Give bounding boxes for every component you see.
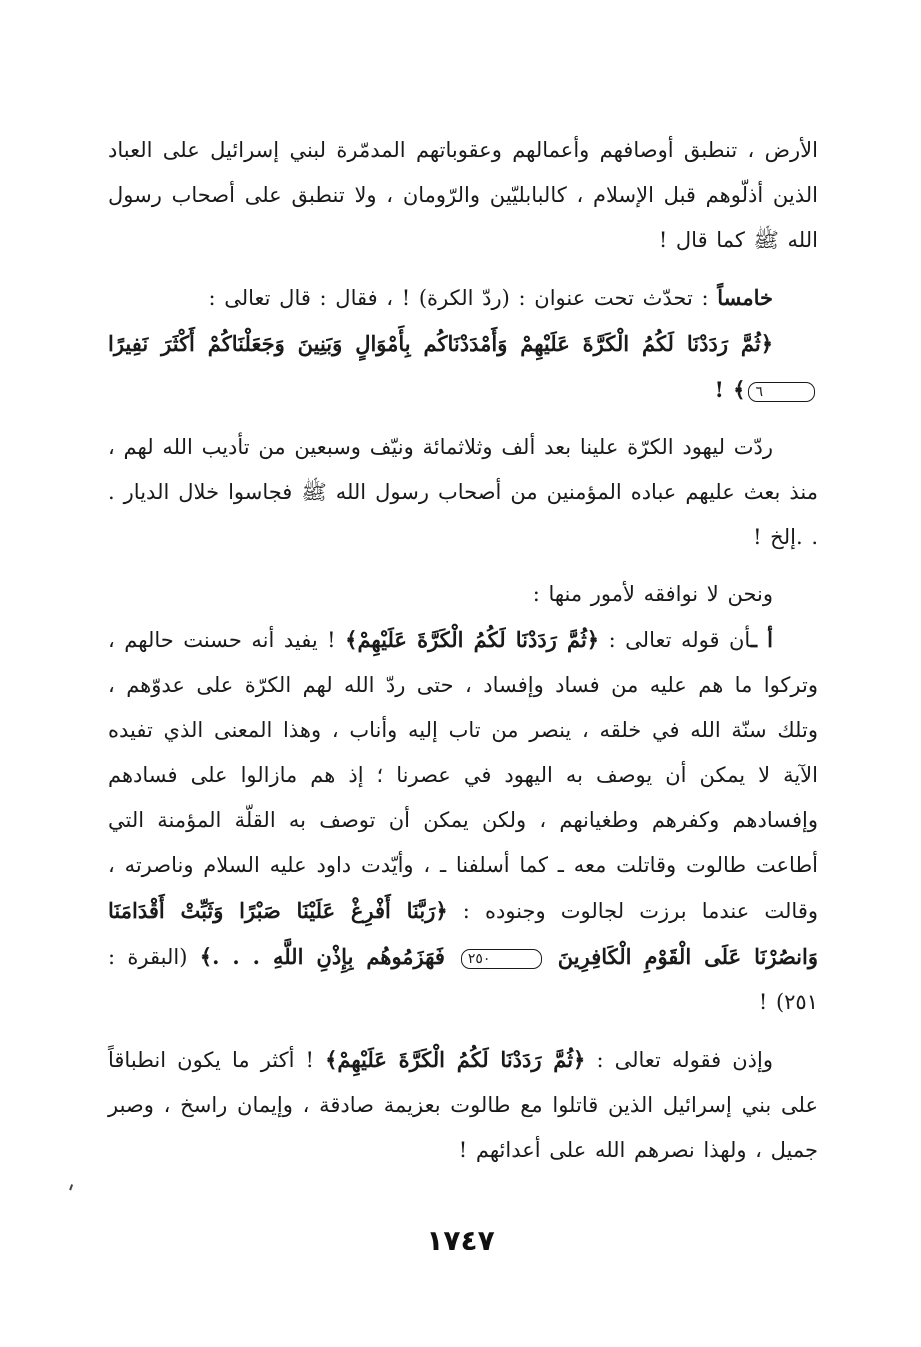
- paragraph-4-text: ردّت ليهود الكرّة علينا بعد ألف وثلاثمائة ونيّف وسبعين من تأديب الله لهم ، منذ بعث عليهم عباده المؤمنين من أصحاب رسول الله ﷺ فجاسوا خلال الديار . . .إلخ !: [108, 435, 818, 549]
- paragraph-7: [108, 1037, 818, 1173]
- page-number: ١٧٤٧: [426, 1224, 495, 1257]
- quran-verse-baqara-250: ﴿رَبَّنَا أَفْرِغْ عَلَيْنَا صَبْرًا وَثَبِّتْ أَقْدَامَنَا وَانصُرْنَا عَلَى الْقَوْمِ الْكَافِرِينَ: [108, 898, 818, 969]
- quran-verse-baqara-251: فَهَزَمُوهُم بِإِذْنِ اللَّهِ . . .﴾: [199, 944, 458, 969]
- paragraph-2-text: : تحدّث تحت عنوان : (ردّ الكرة) ! ، فقال : قال تعالى :: [208, 286, 718, 310]
- margin-mark: [69, 1184, 77, 1192]
- paragraph-3-verse: [108, 321, 818, 413]
- paragraph-5: [108, 572, 818, 617]
- paragraph-4: [108, 425, 818, 560]
- verse-number-badge-250: ٢٥٠: [461, 949, 543, 969]
- point-heading-fifth: خامساً: [717, 285, 773, 310]
- quran-verse-isra-6: ﴿ثُمَّ رَدَدْنَا لَكُمُ الْكَرَّةَ عَلَيْهِمْ وَأَمْدَدْنَاكُم بِأَمْوَالٍ وَبَنِينَ وَجَعَلْنَاكُمْ أَكْثَرَ نَفِيرًا: [108, 331, 773, 356]
- paragraph-5-text: ونحن لا نوافقه لأمور منها :: [532, 582, 773, 606]
- paragraph-7-text-a: وإذن فقوله تعالى :: [585, 1048, 773, 1072]
- body-text: [108, 128, 818, 1173]
- paragraph-1: [108, 128, 818, 263]
- paragraph-6-text-a: أن قوله تعالى :: [599, 628, 751, 652]
- quran-verse-radadna-2: ﴿ثُمَّ رَدَدْنَا لَكُمُ الْكَرَّةَ عَلَيْهِمْ﴾: [325, 1047, 586, 1072]
- paragraph-2: [108, 275, 818, 321]
- paragraph-7-text-b: ! أكثر ما يكون انطباقاً على بني إسرائيل الذين قاتلوا مع طالوت بعزيمة صادقة ، وإيمان راسخ ، وصبر جميل ، ولهذا نصرهم الله على أعدائهم !: [108, 1048, 818, 1162]
- verse-number-badge: ٦: [748, 382, 815, 402]
- quran-verse-radadna: ﴿ثُمَّ رَدَدْنَا لَكُمُ الْكَرَّةَ عَلَيْهِمْ﴾: [345, 627, 600, 652]
- paragraph-6-text-b: ! يفيد أنه حسنت حالهم ، وتركوا ما هم عليه من فساد وإفساد ، حتى ردّ الله لهم الكرّة على عدوّهم ، وتلك سنّة الله في خلقه ، ينصر من تاب إليه وأناب ، وهذا المعنى الذي تفيده الآية لا يمكن أن يوصف به اليهود في عصرنا ؛ إذ هم مازالوا على فسادهم وإفسادهم وكفرهم وطغيانهم ، ولكن يمكن أن توصف به القلّة المؤمنة التي أطاعت طالوت وقاتلت معه ـ كما أسلفنا ـ ، وأيّدت داود عليه السلام وناصرته ، وقالت عندما برزت لجالوت وجنوده :: [108, 628, 818, 923]
- paragraph-6: [108, 617, 818, 1025]
- verse-citation: (البقرة : ٢٥١) !: [108, 945, 818, 1014]
- verse-close: ﴾ !: [714, 377, 746, 402]
- point-heading-a: أ ـ: [750, 627, 773, 652]
- paragraph-1-text: الأرض ، تنطبق أوصافهم وأعمالهم وعقوباتهم المدمّرة لبني إسرائيل على العباد الذين أذلّوهم قبل الإسلام ، كالبابليّين والرّومان ، ولا تنطبق على أصحاب رسول الله ﷺ كما قال !: [108, 138, 818, 252]
